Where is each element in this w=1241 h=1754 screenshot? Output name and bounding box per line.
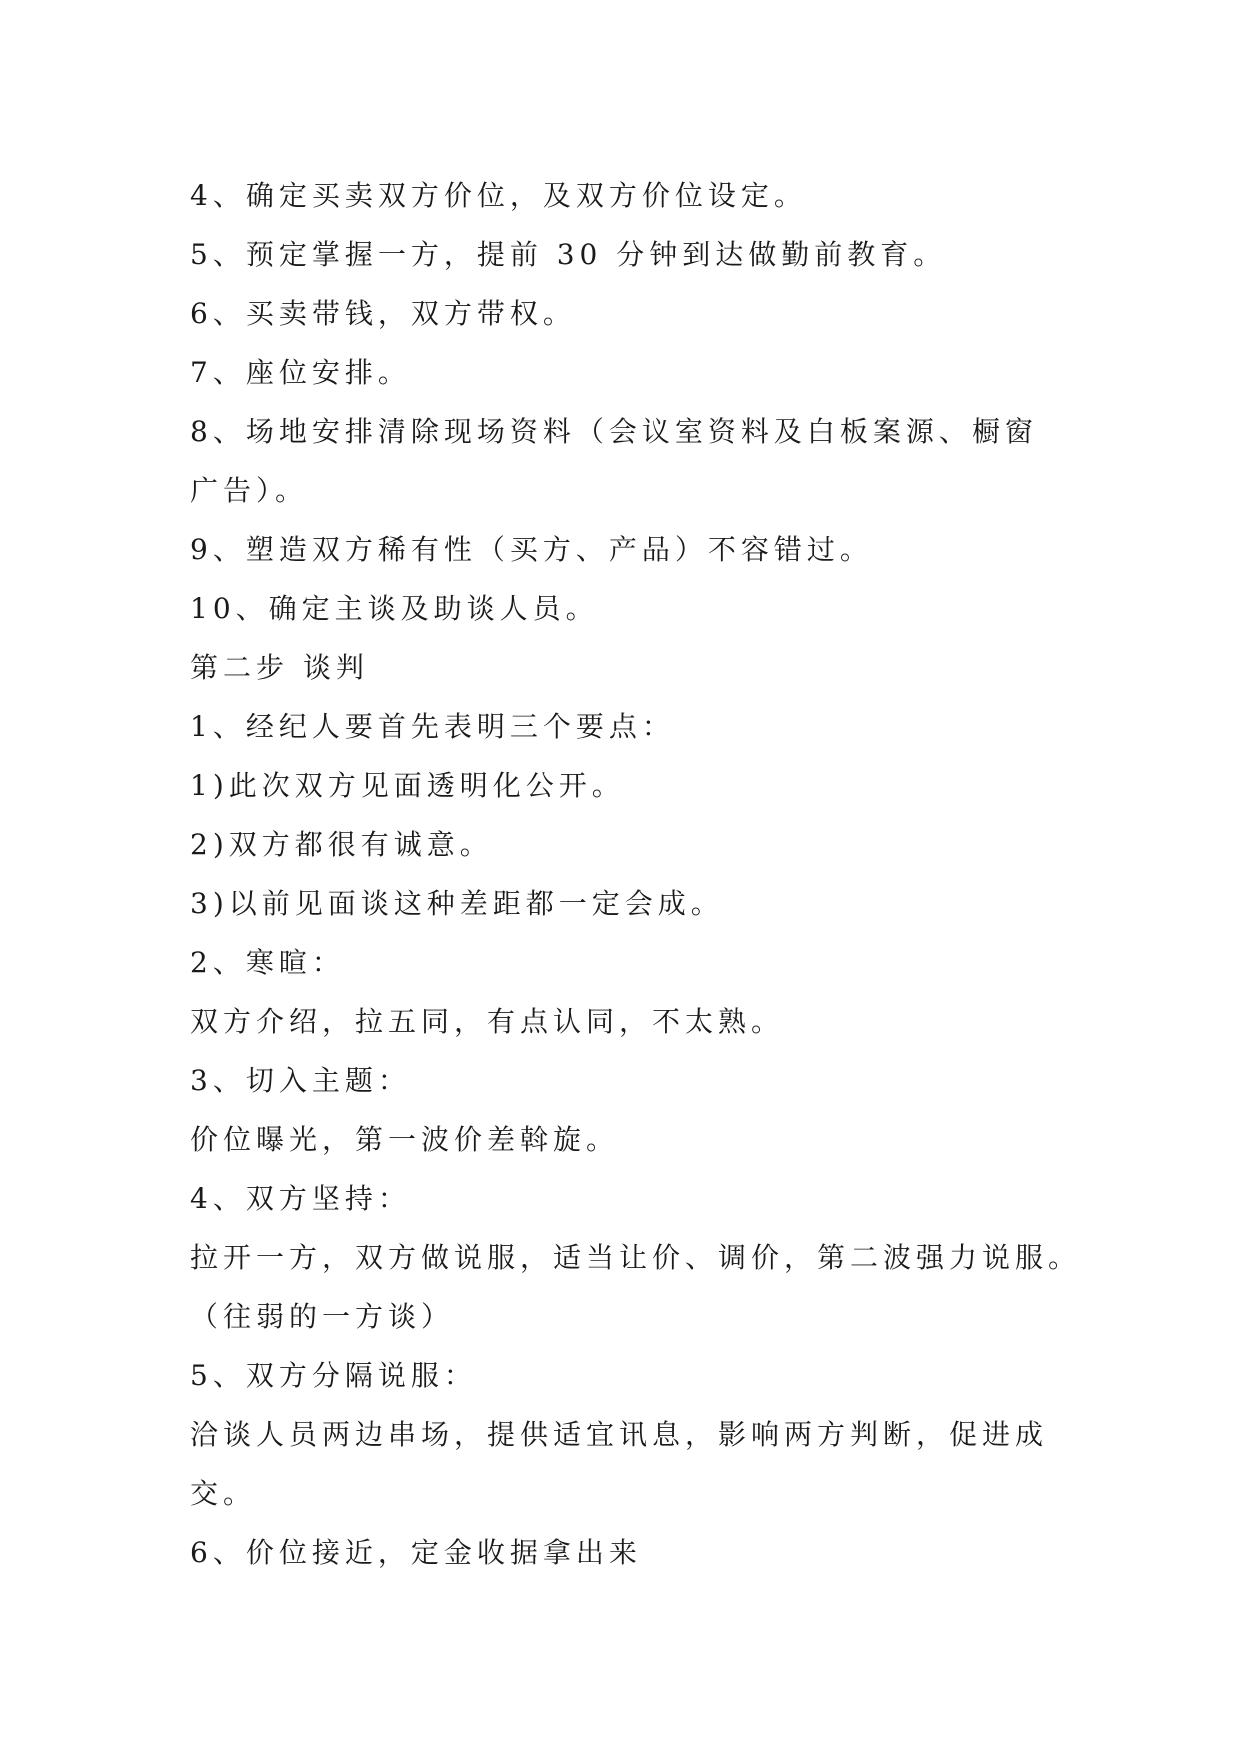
document-body (190, 166, 1082, 1582)
text-line: 5、双方分隔说服： (190, 1359, 477, 1392)
text-line: 广告）。 (190, 474, 309, 507)
section-heading: 第二步 谈判 (190, 651, 369, 684)
text-line: 4、确定买卖双方价位，及双方价位设定。 (190, 179, 807, 212)
text-line: 3、切入主题： (190, 1064, 411, 1097)
text-line: 6、买卖带钱，双方带权。 (190, 297, 576, 330)
text-line: 10、确定主谈及助谈人员。 (190, 592, 599, 625)
text-line: 交。 (190, 1477, 257, 1510)
text-line: 洽谈人员两边串场，提供适宜讯息，影响两方判断，促进成 (190, 1418, 1049, 1451)
text-line: （往弱的一方谈） (190, 1300, 455, 1333)
text-line: 5、预定掌握一方，提前 30 分钟到达做勤前教育。 (190, 238, 947, 271)
text-line: 1)此次双方见面透明化公开。 (190, 769, 625, 802)
text-line: 1、经纪人要首先表明三个要点： (190, 710, 675, 743)
text-line: 4、双方坚持： (190, 1182, 411, 1215)
text-line: 9、塑造双方稀有性（买方、产品）不容错过。 (190, 533, 873, 566)
text-line: 8、场地安排清除现场资料（会议室资料及白板案源、橱窗 (190, 415, 1038, 448)
text-line: 价位曝光，第一波价差斡旋。 (190, 1123, 620, 1156)
text-line: 2、寒暄： (190, 946, 345, 979)
text-line: 双方介绍，拉五同，有点认同，不太熟。 (190, 1005, 785, 1038)
text-line: 拉开一方，双方做说服，适当让价、调价，第二波强力说服。 (190, 1241, 1082, 1274)
text-line: 2)双方都很有诚意。 (190, 828, 493, 861)
text-line: 7、座位安排。 (190, 356, 411, 389)
text-line: 3)以前见面谈这种差距都一定会成。 (190, 887, 724, 920)
text-line: 6、价位接近，定金收据拿出来 (190, 1536, 642, 1569)
